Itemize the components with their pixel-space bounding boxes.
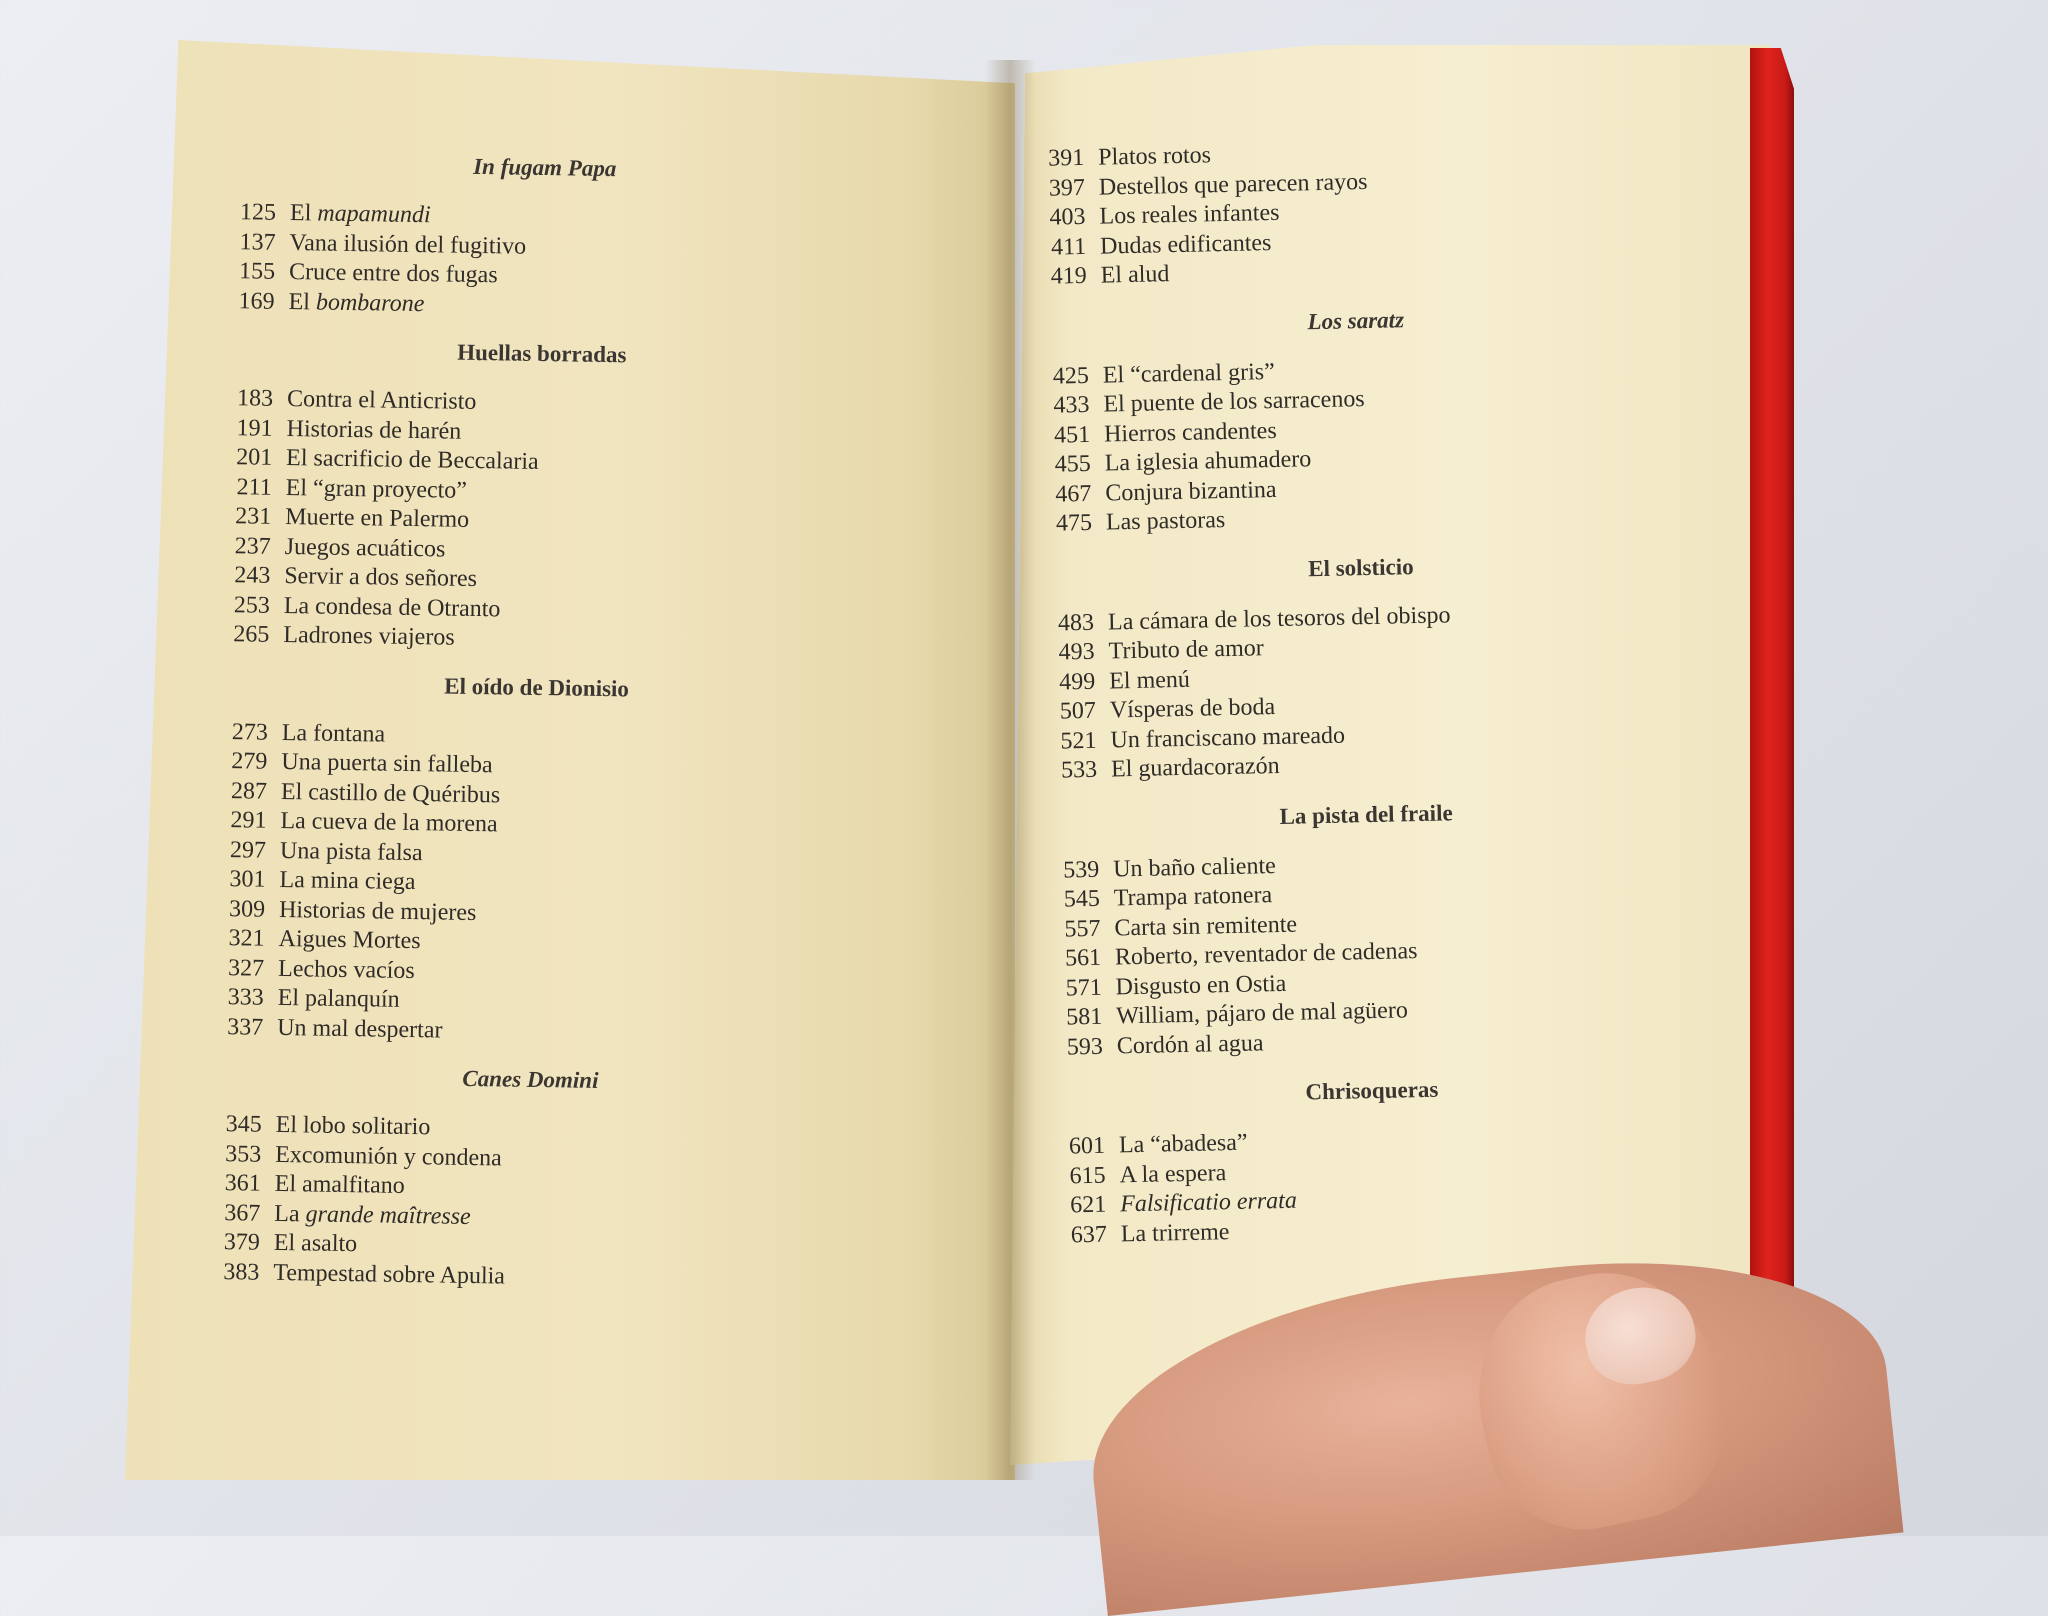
chapter-title-text: A la espera [1119,1160,1226,1188]
chapter-title [275,1140,502,1173]
section-title: El solsticio [1041,548,1681,587]
chapter-title-text: El palanquín [277,985,399,1013]
chapter-title [275,1170,405,1202]
chapter-title-italic: mapamundi [317,200,431,228]
chapter-title [1103,385,1365,420]
page-number: 621 [1054,1191,1107,1222]
chapter-title [1103,357,1275,390]
chapter-title [1116,996,1408,1032]
chapter-title [1114,881,1273,914]
chapter-title [1115,969,1286,1002]
page-number: 309 [213,894,265,924]
chapter-title-text: Excomunión y condena [275,1141,502,1171]
chapter-title-text: La cueva de la morena [280,808,498,837]
chapter-title-text: La [274,1200,306,1226]
chapter-title-text: El asalto [274,1230,358,1257]
section-title: Los saratz [1036,301,1676,340]
page-number: 493 [1042,638,1095,669]
toc-section [1041,548,1686,786]
chapter-title [278,925,420,957]
toc-section [222,150,865,326]
chapter-title-text: William, pájaro de mal agüero [1116,997,1408,1029]
page-number: 301 [213,865,265,895]
page-number: 253 [218,590,270,620]
chapter-title-text: El [290,200,318,226]
chapter-title-text: Destellos que parecen rayos [1099,168,1368,200]
chapter-title [1110,721,1345,755]
chapter-title [281,777,501,810]
chapter-title-text: Vísperas de boda [1110,694,1276,723]
page-number: 337 [211,1012,263,1042]
chapter-title [277,1013,443,1045]
page-number: 345 [209,1110,261,1140]
chapter-title [1099,199,1280,232]
page-number: 391 [1032,144,1085,175]
chapter-title-text: Platos rotos [1098,142,1211,170]
chapter-title [1106,506,1226,538]
page-number: 615 [1053,1161,1106,1192]
chapter-title [1117,1029,1264,1062]
page-number: 279 [215,747,267,777]
page-number: 557 [1048,914,1101,945]
chapter-title [288,288,424,320]
chapter-title-text: El sacrificio de Beccalaria [286,445,539,475]
toc-section [1046,795,1691,1063]
chapter-title-text: Dudas edificantes [1100,230,1272,260]
page-number: 237 [219,531,271,561]
page-number: 521 [1044,726,1097,757]
red-cover-edge [1750,48,1794,1408]
chapter-title-text: Un franciscano mareado [1110,722,1345,753]
section-title: El oído de Dionisio [216,669,856,705]
chapter-title-italic: grande maîtresse [305,1201,470,1230]
chapter-title [278,954,415,986]
page-number: 419 [1034,262,1087,293]
chapter-title-text: La iglesia ahumadero [1104,446,1311,476]
section-title: In fugam Papa [225,150,865,186]
chapter-title-text: El alud [1100,261,1169,288]
book-gutter [985,60,1035,1480]
chapter-title-text: Un baño caliente [1113,853,1276,882]
page-number: 533 [1045,756,1098,787]
page-number: 467 [1039,479,1092,510]
chapter-title-text: Roberto, reventador de cadenas [1115,938,1418,970]
page-number: 593 [1051,1032,1104,1063]
chapter-title [284,591,501,624]
chapter-title-text: Una puerta sin falleba [281,749,493,778]
page-number: 561 [1049,944,1102,975]
chapter-title [1111,752,1280,785]
chapter-title [274,1199,471,1232]
section-title: Huellas borradas [222,336,862,372]
section-title: Canes Domini [210,1062,850,1098]
chapter-title-text: El menú [1109,666,1190,694]
chapter-title [290,199,431,231]
chapter-title [273,1258,505,1291]
page-number: 483 [1042,608,1095,639]
toc-section [211,669,857,1052]
toc-section [1032,132,1675,293]
chapter-title-text: Juegos acuáticos [285,533,446,562]
chapter-title [281,748,493,781]
chapter-title [1110,693,1276,726]
page-number: 327 [212,953,264,983]
page-number: 183 [221,384,273,414]
chapter-title [289,229,526,262]
page-number: 411 [1034,232,1087,263]
page-number: 475 [1040,509,1093,540]
chapter-title [1104,416,1277,449]
chapter-title [1100,260,1169,291]
page-number: 499 [1043,667,1096,698]
chapter-title-italic: bombarone [316,289,425,317]
chapter-title [1121,1218,1230,1250]
page-number: 367 [208,1198,260,1228]
page-number: 231 [219,502,271,532]
chapter-title-italic: Falsificatio errata [1120,1188,1297,1218]
section-title: La pista del fraile [1046,795,1686,834]
chapter-title-text: El lobo solitario [275,1112,430,1140]
chapter-title [282,718,386,749]
page-number: 273 [216,717,268,747]
chapter-title-text: Un mal despertar [277,1014,443,1043]
chapter-title-text: Las pastoras [1106,507,1226,535]
chapter-title-text: El guardacorazón [1111,753,1280,783]
chapter-title-text: El puente de los sarracenos [1103,386,1365,417]
page-number: 507 [1044,697,1097,728]
page-number: 291 [214,806,266,836]
chapter-title [283,621,455,653]
page-number: 397 [1033,173,1086,204]
toc-section [1036,301,1681,539]
page-number: 545 [1048,885,1101,916]
toc-section [1052,1071,1695,1250]
chapter-title-text: La cámara de los tesoros del obispo [1108,602,1451,635]
chapter-title-text: El castillo de Quéribus [281,778,501,807]
chapter-title-text: Historias de harén [286,416,461,445]
chapter-title-text: El “cardenal gris” [1103,358,1275,388]
toc-section [217,336,862,660]
chapter-title-text: La mina ciega [279,867,415,895]
chapter-title [274,1229,358,1260]
page-number: 361 [209,1169,261,1199]
chapter-title-text: El amalfitano [275,1171,405,1199]
page-number: 601 [1053,1132,1106,1163]
chapter-title [280,836,423,868]
chapter-title [279,866,415,898]
chapter-title-text: La trirreme [1121,1219,1230,1247]
chapter-title-text: Servir a dos señores [284,563,477,592]
chapter-title-text: Aigues Mortes [278,926,420,954]
chapter-title-text: Los reales infantes [1099,200,1279,230]
chapter-title [1109,665,1190,696]
chapter-title [286,415,461,447]
page-number: 169 [222,286,274,316]
chapter-title-text: Disgusto en Ostia [1115,970,1286,1000]
page-number: 383 [207,1257,259,1287]
chapter-title-text: Historias de mujeres [279,896,477,925]
chapter-title-text: Contra el Anticristo [287,386,477,415]
page-number: 333 [211,983,263,1013]
page-number: 125 [224,198,276,228]
chapter-title-text: Vana ilusión del fugitivo [289,230,526,260]
chapter-title [1120,1187,1297,1220]
page-number: 137 [223,227,275,257]
page-number: 321 [212,924,264,954]
chapter-title-text: Carta sin remitente [1114,911,1297,941]
chapter-title [1100,229,1272,262]
chapter-title [1104,445,1311,479]
page-number: 403 [1033,203,1086,234]
page-number: 211 [219,472,271,502]
chapter-title [285,473,467,505]
chapter-title-text: Cordón al agua [1117,1030,1264,1059]
chapter-title [277,984,399,1015]
chapter-title [1108,634,1264,667]
page-number: 571 [1049,973,1102,1004]
chapter-title [1105,475,1277,508]
chapter-title [275,1111,430,1143]
chapter-title-text: Hierros candentes [1104,417,1277,447]
chapter-title [285,532,446,564]
chapter-title-text: La fontana [282,719,386,747]
chapter-title [284,562,477,595]
chapter-title-text: Cruce entre dos fugas [289,259,498,288]
page-number: 191 [220,413,272,443]
page-number: 379 [208,1228,260,1258]
chapter-title [287,385,477,417]
toc-section [207,1062,850,1297]
section-title: Chrisoqueras [1052,1071,1692,1110]
page-number: 201 [220,443,272,473]
chapter-title [1113,852,1276,885]
chapter-title-text: Tributo de amor [1108,635,1264,664]
chapter-title-text: El “gran proyecto” [286,474,468,503]
chapter-title [1119,1129,1248,1161]
chapter-title [279,895,477,928]
page-number: 155 [223,257,275,287]
page-number: 265 [217,620,269,650]
chapter-title [1098,141,1211,173]
chapter-title-text: El [288,289,316,315]
page-number: 353 [209,1139,261,1169]
page-number: 451 [1038,420,1091,451]
chapter-title [1099,167,1368,202]
chapter-title [1114,910,1297,943]
chapter-title-text: Trampa ratonera [1114,882,1273,911]
right-page-contents [1032,132,1695,1273]
chapter-title-text: La condesa de Otranto [284,592,501,621]
chapter-title-text: Muerte en Palermo [285,504,469,533]
chapter-title-text: Ladrones viajeros [283,622,455,651]
page-number: 425 [1037,361,1090,392]
page-number: 287 [215,776,267,806]
chapter-title-text: Conjura bizantina [1105,476,1277,506]
chapter-title [1115,937,1418,973]
page-number: 455 [1038,450,1091,481]
left-page-contents [207,150,865,1317]
chapter-title-text: La “abadesa” [1119,1130,1248,1159]
page-number: 637 [1055,1220,1108,1251]
chapter-title [286,444,539,477]
chapter-title-text: Una pista falsa [280,837,423,865]
chapter-title [1119,1159,1226,1191]
page-number: 243 [218,561,270,591]
page-number: 297 [214,835,266,865]
page-number: 539 [1047,855,1100,886]
chapter-title [289,258,498,291]
chapter-title-text: Tempestad sobre Apulia [273,1259,505,1289]
page-number: 433 [1037,391,1090,422]
page-number: 581 [1050,1003,1103,1034]
chapter-title-text: Lechos vacíos [278,955,415,983]
chapter-title [280,807,498,840]
chapter-title [285,503,469,535]
